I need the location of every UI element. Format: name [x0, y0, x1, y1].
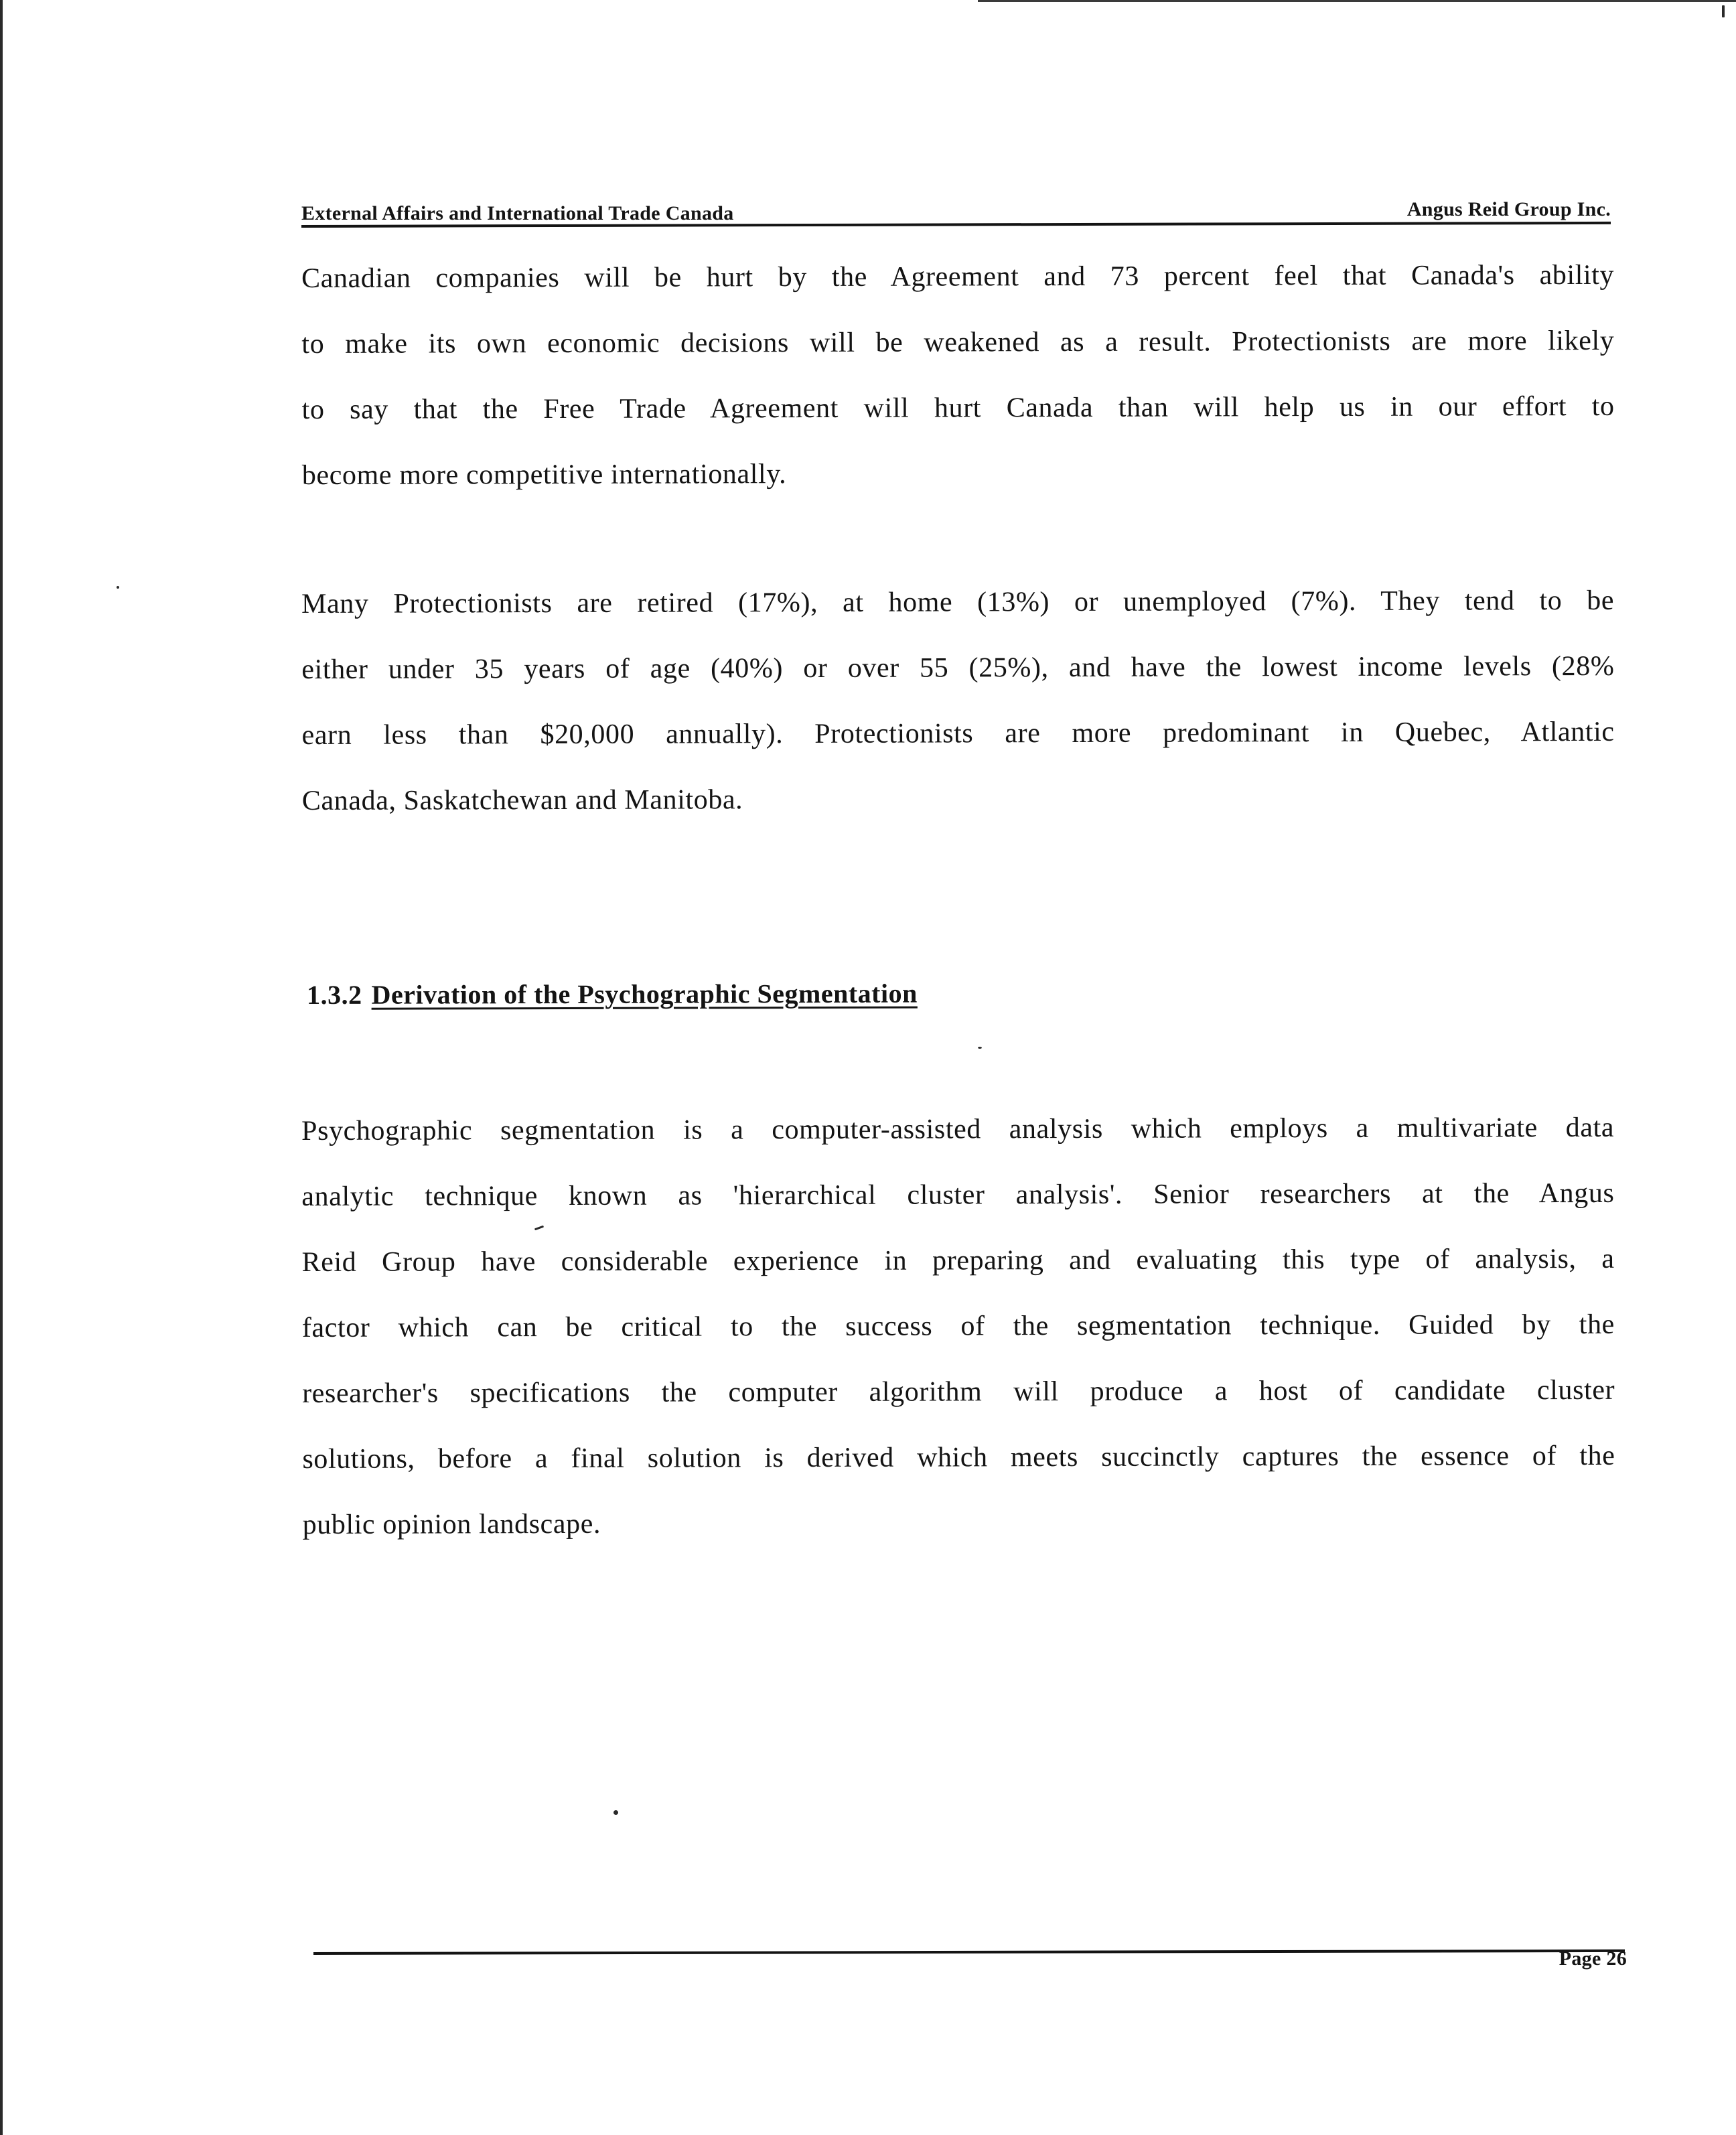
header-organization: External Affairs and International Trade Canada: [301, 202, 734, 224]
paragraph-line: earn less than $20,000 annually). Protectionists are more predominant in Quebec, Atlantic: [301, 716, 1615, 751]
paragraph-line: analytic technique known as 'hierarchical cluster analysis'. Senior researchers at the Angus: [301, 1177, 1615, 1212]
paragraph-1: [301, 242, 1615, 508]
scan-speck: [613, 1810, 618, 1815]
scan-speck: [117, 586, 119, 589]
paragraph-line: Reid Group have considerable experience in preparing and evaluating this type of analysis, a: [301, 1243, 1615, 1278]
scan-speck: [1722, 5, 1725, 17]
paragraph-line: become more competitive internationally.: [301, 459, 787, 491]
paragraph-line: researcher's specifications the computer algorithm will produce a host of candidate cluster: [302, 1374, 1615, 1409]
paragraph-3: [301, 1095, 1615, 1558]
footer-rule: [313, 1949, 1625, 1955]
page-number: Page 26: [1559, 1947, 1627, 1970]
paragraph-line: to make its own economic decisions will be weakened as a result. Protectionists are more likely: [301, 325, 1615, 360]
paragraph-2: [301, 568, 1615, 834]
scan-left-edge: [0, 0, 3, 2135]
scan-speck: [978, 1047, 982, 1049]
paragraph-line: solutions, before a final solution is derived which meets succinctly captures the essence of the: [302, 1440, 1615, 1475]
paragraph-line: factor which can be critical to the success of the segmentation technique. Guided by the: [301, 1309, 1615, 1343]
paragraph-line: Canada, Saskatchewan and Manitoba.: [301, 784, 743, 816]
paragraph-line: public opinion landscape.: [302, 1508, 601, 1540]
paragraph-line: to say that the Free Trade Agreement will hurt Canada than will help us in our effort to: [301, 390, 1615, 425]
paragraph-line: either under 35 years of age (40%) or over 55 (25%), and have the lowest income levels (28%: [301, 650, 1615, 685]
header-company: Angus Reid Group Inc.: [1406, 198, 1611, 220]
scan-top-edge: [978, 0, 1736, 2]
paragraph-line: Canadian companies will be hurt by the Agreement and 73 percent feel that Canada's ability: [301, 259, 1615, 294]
paragraph-line: Psychographic segmentation is a computer-assisted analysis which employs a multivariate data: [301, 1112, 1615, 1147]
paragraph-line: Many Protectionists are retired (17%), at home (13%) or unemployed (7%). They tend to be: [301, 585, 1615, 619]
section-title: Derivation of the Psychographic Segmentation: [371, 978, 918, 1010]
section-number: 1.3.2: [307, 979, 362, 1010]
section-heading: [307, 978, 918, 1011]
